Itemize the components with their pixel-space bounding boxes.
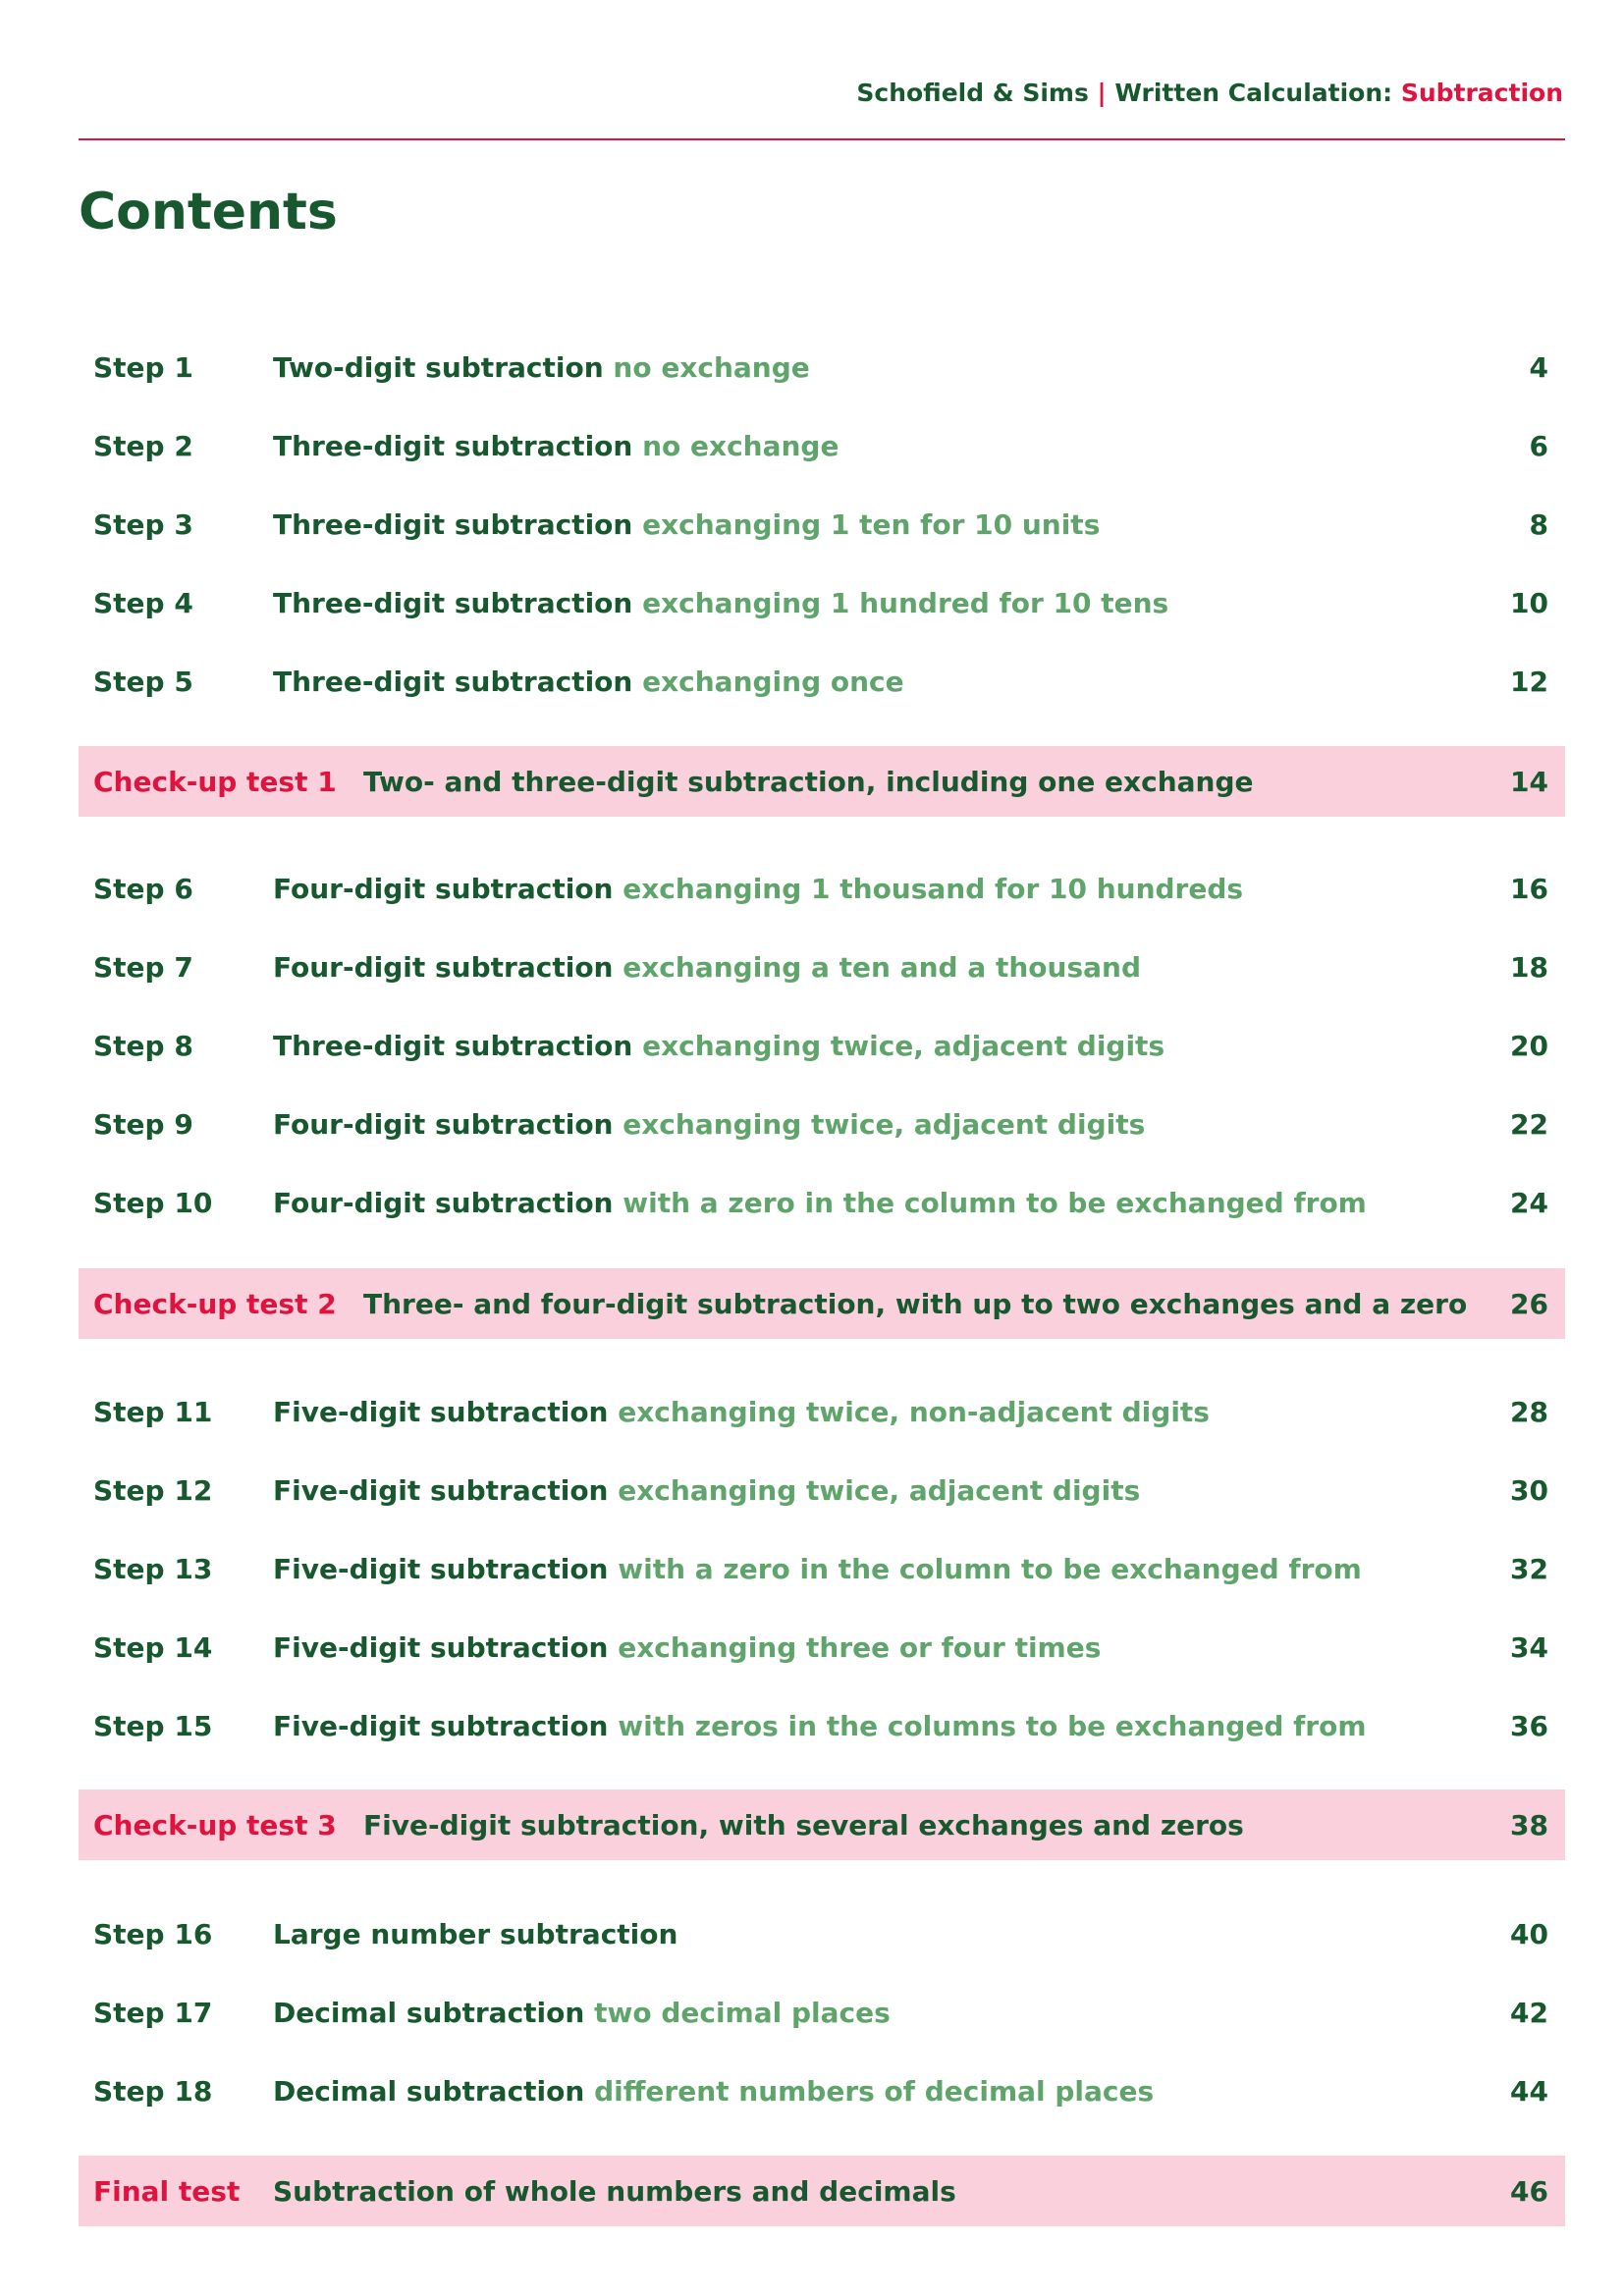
toc-step-row bbox=[79, 1706, 1565, 1745]
toc-page-number: 44 bbox=[1510, 2074, 1548, 2108]
toc-main-text: Three-digit subtraction bbox=[273, 586, 633, 619]
toc-label: Step 5 bbox=[93, 665, 193, 698]
toc-description: exchanging twice, non-adjacent digits bbox=[618, 1395, 1210, 1428]
toc-title bbox=[273, 1631, 1101, 1664]
toc-title bbox=[273, 430, 839, 462]
toc-description: exchanging 1 thousand for 10 hundreds bbox=[623, 872, 1244, 905]
toc-description: exchanging once bbox=[642, 665, 904, 698]
toc-title bbox=[273, 351, 810, 384]
toc-test-row bbox=[79, 1268, 1565, 1339]
toc-main-text: Three-digit subtraction bbox=[273, 429, 633, 462]
toc-page-number: 28 bbox=[1510, 1395, 1548, 1428]
toc-main-text: Decimal subtraction bbox=[273, 1996, 585, 2029]
toc-label: Step 8 bbox=[93, 1029, 193, 1062]
toc-title bbox=[273, 1108, 1145, 1141]
toc-label: Step 4 bbox=[93, 586, 193, 619]
toc-main-text: Large number subtraction bbox=[273, 1917, 678, 1950]
toc-label: Step 11 bbox=[93, 1395, 213, 1428]
toc-label: Step 16 bbox=[93, 1917, 213, 1950]
toc-title bbox=[273, 1396, 1210, 1428]
toc-step-row bbox=[79, 1183, 1565, 1222]
toc-label: Step 14 bbox=[93, 1630, 213, 1664]
toc-page-number: 18 bbox=[1510, 950, 1548, 984]
toc-page-number: 36 bbox=[1510, 1709, 1548, 1742]
toc-step-row bbox=[79, 1026, 1565, 1065]
toc-main-text: Four-digit subtraction bbox=[273, 950, 614, 984]
toc-main-text: Five-digit subtraction bbox=[273, 1473, 609, 1507]
toc-label: Final test bbox=[93, 2174, 241, 2208]
toc-page-number: 38 bbox=[1510, 1808, 1548, 1842]
toc-label: Step 13 bbox=[93, 1552, 213, 1585]
toc-title bbox=[363, 766, 1254, 798]
series-title: Written Calculation: bbox=[1114, 79, 1401, 107]
toc-main-text: Four-digit subtraction bbox=[273, 1186, 614, 1219]
toc-title bbox=[273, 2075, 1154, 2108]
toc-label: Step 9 bbox=[93, 1107, 193, 1141]
toc-test-row bbox=[79, 2156, 1565, 2226]
header-separator: | bbox=[1088, 79, 1115, 107]
toc-step-row bbox=[79, 1914, 1565, 1953]
toc-title bbox=[273, 508, 1100, 541]
toc-title bbox=[273, 1187, 1367, 1219]
toc-page-number: 16 bbox=[1510, 872, 1548, 905]
toc-step-row bbox=[79, 347, 1565, 387]
toc-label: Step 18 bbox=[93, 2074, 213, 2108]
toc-label: Check-up test 2 bbox=[93, 1287, 337, 1320]
toc-title bbox=[363, 1809, 1244, 1842]
toc-label: Step 10 bbox=[93, 1186, 213, 1219]
toc-step-row bbox=[79, 947, 1565, 987]
toc-label: Check-up test 1 bbox=[93, 765, 337, 798]
toc-main-text: Five-digit subtraction, with several exchanges and zeros bbox=[363, 1808, 1244, 1842]
toc-title bbox=[273, 2175, 956, 2208]
toc-title bbox=[363, 1288, 1467, 1320]
toc-step-row bbox=[79, 426, 1565, 465]
toc-step-row bbox=[79, 1628, 1565, 1667]
toc-main-text: Three-digit subtraction bbox=[273, 507, 633, 541]
toc-description: no exchange bbox=[642, 429, 839, 462]
toc-page-number: 26 bbox=[1510, 1287, 1548, 1320]
toc-title bbox=[273, 1710, 1367, 1742]
toc-page-number: 4 bbox=[1529, 350, 1548, 384]
toc-description: no exchange bbox=[613, 350, 810, 384]
toc-description: exchanging a ten and a thousand bbox=[623, 950, 1142, 984]
toc-label: Step 7 bbox=[93, 950, 193, 984]
toc-description: with a zero in the column to be exchanged from bbox=[618, 1552, 1362, 1585]
toc-description: two decimal places bbox=[594, 1996, 891, 2029]
toc-step-row bbox=[79, 1392, 1565, 1431]
toc-description: exchanging twice, adjacent digits bbox=[623, 1107, 1146, 1141]
toc-page-number: 42 bbox=[1510, 1996, 1548, 2029]
toc-page-number: 22 bbox=[1510, 1107, 1548, 1141]
toc-description: with zeros in the columns to be exchanged from bbox=[618, 1709, 1367, 1742]
toc-main-text: Three- and four-digit subtraction, with up to two exchanges and a zero bbox=[363, 1287, 1468, 1320]
toc-main-text: Two-digit subtraction bbox=[273, 350, 604, 384]
toc-page-number: 40 bbox=[1510, 1917, 1548, 1950]
toc-title bbox=[273, 873, 1243, 905]
toc-description: exchanging 1 hundred for 10 tens bbox=[642, 586, 1169, 619]
header-rule bbox=[79, 138, 1565, 140]
running-header bbox=[856, 79, 1563, 107]
toc-main-text: Three-digit subtraction bbox=[273, 1029, 633, 1062]
toc-title bbox=[273, 1474, 1140, 1507]
toc-page-number: 20 bbox=[1510, 1029, 1548, 1062]
toc-step-row bbox=[79, 662, 1565, 701]
toc-main-text: Two- and three-digit subtraction, including one exchange bbox=[363, 765, 1254, 798]
toc-main-text: Subtraction of whole numbers and decimals bbox=[273, 2174, 956, 2208]
toc-main-text: Four-digit subtraction bbox=[273, 872, 614, 905]
toc-page-number: 10 bbox=[1510, 586, 1548, 619]
toc-step-row bbox=[79, 1549, 1565, 1588]
publisher: Schofield & Sims bbox=[856, 79, 1089, 107]
toc-description: exchanging 1 ten for 10 units bbox=[642, 507, 1101, 541]
toc-main-text: Four-digit subtraction bbox=[273, 1107, 614, 1141]
toc-description: exchanging twice, adjacent digits bbox=[642, 1029, 1165, 1062]
toc-main-text: Five-digit subtraction bbox=[273, 1630, 609, 1664]
toc-title bbox=[273, 1918, 677, 1950]
toc-description: exchanging three or four times bbox=[618, 1630, 1102, 1664]
toc-title bbox=[273, 1997, 891, 2029]
toc-step-row bbox=[79, 1993, 1565, 2032]
toc-main-text: Five-digit subtraction bbox=[273, 1552, 609, 1585]
page-title: Contents bbox=[79, 183, 338, 241]
toc-title bbox=[273, 666, 904, 698]
toc-step-row bbox=[79, 505, 1565, 544]
toc-test-row bbox=[79, 1789, 1565, 1860]
toc-page-number: 30 bbox=[1510, 1473, 1548, 1507]
toc-page-number: 32 bbox=[1510, 1552, 1548, 1585]
toc-step-row bbox=[79, 583, 1565, 622]
toc-description: exchanging twice, adjacent digits bbox=[618, 1473, 1141, 1507]
toc-step-row bbox=[79, 2071, 1565, 2110]
toc-title bbox=[273, 1553, 1362, 1585]
toc-label: Step 1 bbox=[93, 350, 193, 384]
toc-label: Step 15 bbox=[93, 1709, 213, 1742]
toc-main-text: Three-digit subtraction bbox=[273, 665, 633, 698]
toc-label: Step 2 bbox=[93, 429, 193, 462]
toc-title bbox=[273, 1030, 1164, 1062]
toc-page-number: 6 bbox=[1529, 429, 1548, 462]
toc-title bbox=[273, 951, 1141, 984]
toc-step-row bbox=[79, 1470, 1565, 1510]
toc-test-row bbox=[79, 746, 1565, 817]
toc-main-text: Five-digit subtraction bbox=[273, 1395, 609, 1428]
toc-step-row bbox=[79, 869, 1565, 908]
toc-label: Step 12 bbox=[93, 1473, 213, 1507]
toc-page-number: 46 bbox=[1510, 2174, 1548, 2208]
toc-page-number: 14 bbox=[1510, 765, 1548, 798]
toc-description: different numbers of decimal places bbox=[594, 2074, 1155, 2108]
toc-page-number: 24 bbox=[1510, 1186, 1548, 1219]
toc-description: with a zero in the column to be exchanged from bbox=[623, 1186, 1367, 1219]
toc-main-text: Five-digit subtraction bbox=[273, 1709, 609, 1742]
toc-page-number: 8 bbox=[1529, 507, 1548, 541]
toc-main-text: Decimal subtraction bbox=[273, 2074, 585, 2108]
toc-label: Step 17 bbox=[93, 1996, 213, 2029]
toc-label: Step 6 bbox=[93, 872, 193, 905]
toc-title bbox=[273, 587, 1168, 619]
toc-label: Check-up test 3 bbox=[93, 1808, 337, 1842]
toc-page-number: 34 bbox=[1510, 1630, 1548, 1664]
toc-page-number: 12 bbox=[1510, 665, 1548, 698]
subject-title: Subtraction bbox=[1400, 79, 1563, 107]
toc-label: Step 3 bbox=[93, 507, 193, 541]
toc-step-row bbox=[79, 1104, 1565, 1144]
